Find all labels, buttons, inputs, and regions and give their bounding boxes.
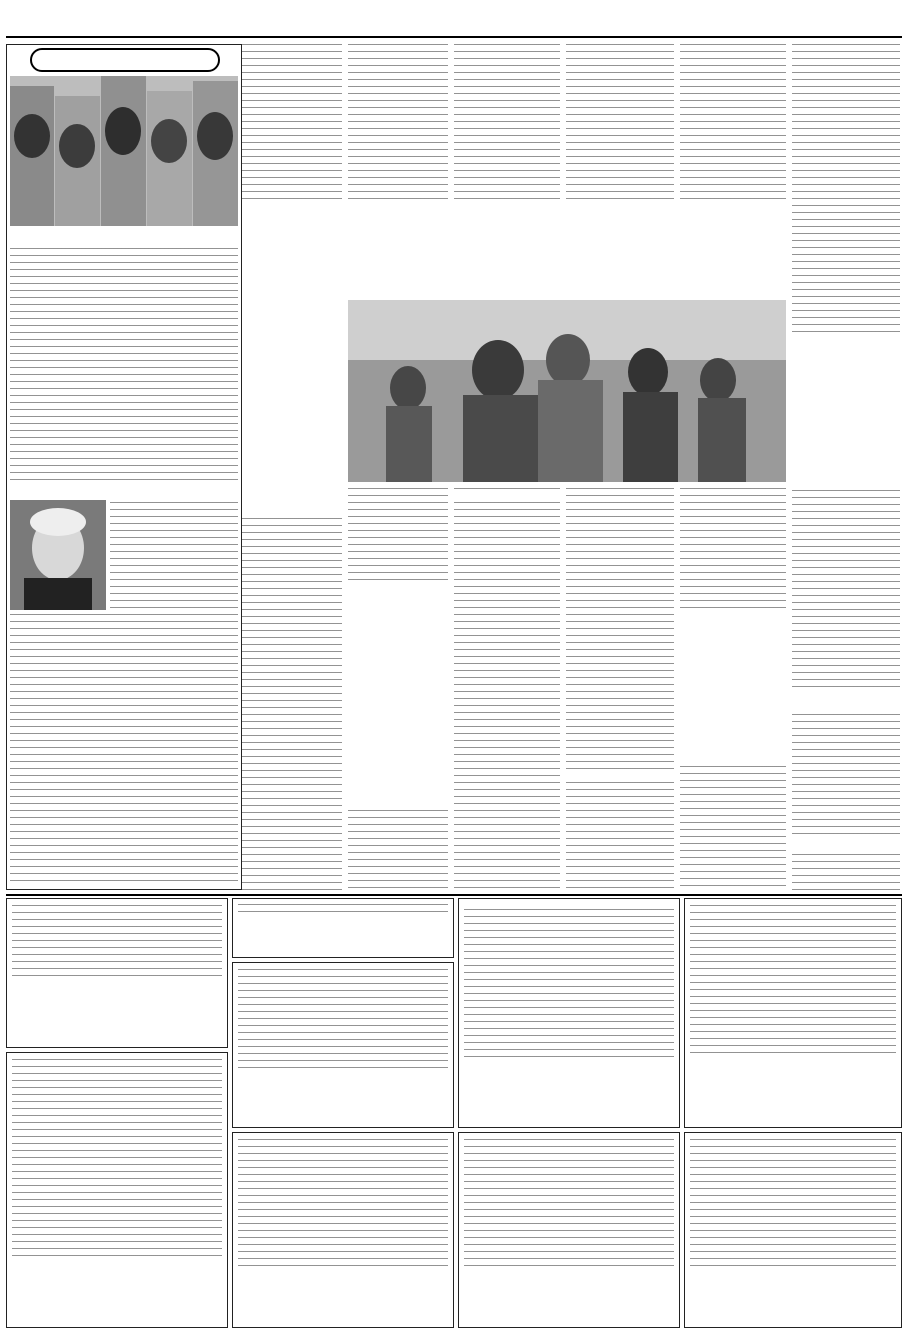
ad-5-title xyxy=(233,963,453,967)
commanders-photo-strip xyxy=(10,76,238,226)
javanmard-photo xyxy=(10,500,106,610)
sidebar-heading-2 xyxy=(10,486,238,500)
ad-land-notice-2 xyxy=(684,1132,902,1328)
ad-8-body xyxy=(464,1139,674,1269)
ad-1-title xyxy=(685,899,901,903)
article-column-6b xyxy=(242,504,342,890)
ad-4-title xyxy=(7,899,227,903)
ad-boundary-minab xyxy=(6,1052,228,1328)
pull-quote-2 xyxy=(242,310,342,500)
article-column-1 xyxy=(792,44,900,334)
ad-meeting-sadra xyxy=(232,898,454,958)
ad-6-title xyxy=(7,1053,227,1057)
javanmard-portrait xyxy=(10,500,106,610)
hashemi-photo xyxy=(348,300,786,482)
article-column-1b xyxy=(792,490,900,890)
ad-3-body xyxy=(238,904,448,918)
subheading-3 xyxy=(792,838,900,850)
ad-9-title xyxy=(233,1133,453,1137)
article-column-5c xyxy=(348,810,448,890)
ad-3-title xyxy=(233,899,453,903)
sidebar-text-3 xyxy=(10,614,238,886)
ad-9-body xyxy=(238,1139,448,1269)
sidebar-heading-1 xyxy=(10,232,238,246)
ad-4-body xyxy=(12,905,222,977)
ad-8-title xyxy=(459,1133,679,1137)
pull-quote-4 xyxy=(348,586,448,806)
page-number xyxy=(6,8,22,30)
ad-6-body xyxy=(12,1059,222,1259)
ad-land-notice-4 xyxy=(232,1132,454,1328)
date-line xyxy=(26,16,266,28)
masthead-logo xyxy=(800,4,900,34)
pull-quote-1 xyxy=(792,338,900,486)
ad-7-title xyxy=(685,1133,901,1137)
subheading-5 xyxy=(242,504,342,516)
ads-rule xyxy=(6,894,902,896)
ad-2-body xyxy=(464,909,674,1059)
ad-5-body xyxy=(238,969,448,1069)
article-column-5b xyxy=(348,488,448,582)
subheading-1 xyxy=(454,490,560,502)
article-column-4b xyxy=(454,488,560,890)
ad-land-notice-1 xyxy=(232,962,454,1128)
ad-tender-malayer xyxy=(684,898,902,1128)
sidebar-text-2 xyxy=(110,502,238,610)
ad-1-body xyxy=(690,905,896,1055)
subheading-2 xyxy=(566,770,674,782)
section-title xyxy=(395,6,515,32)
ad-7-body xyxy=(690,1139,896,1269)
photo-figures xyxy=(348,300,786,482)
header-rule xyxy=(6,36,902,38)
article-column-3b xyxy=(566,488,674,890)
ad-land-notice-3 xyxy=(458,1132,680,1328)
sidebar-text-1 xyxy=(10,248,238,484)
article-column-2b xyxy=(680,488,786,608)
ad-meeting-cooperative xyxy=(458,898,680,1128)
article-column-2c xyxy=(680,766,786,890)
pull-quote-3 xyxy=(680,612,786,762)
article-column-6 xyxy=(242,44,342,204)
ad-2-title xyxy=(459,899,679,907)
commanders-photos xyxy=(10,76,238,226)
ad-meeting-sahand xyxy=(6,898,228,1048)
sidebar-banner xyxy=(30,48,220,72)
headline xyxy=(348,180,786,300)
subheading-4 xyxy=(792,692,900,714)
